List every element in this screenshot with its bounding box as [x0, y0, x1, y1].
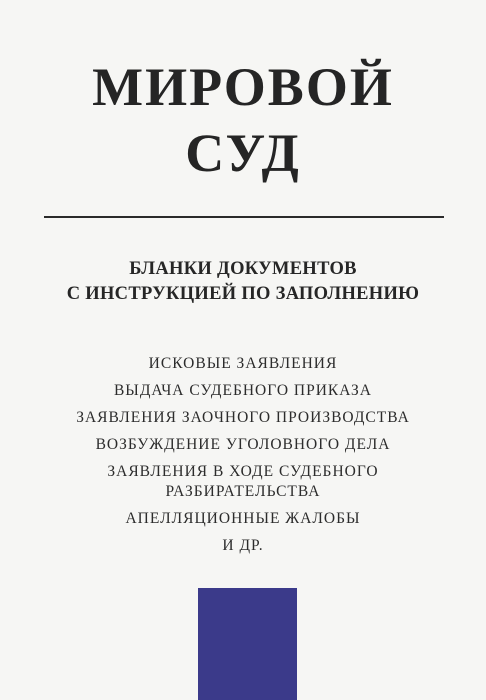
contents-list — [0, 354, 486, 563]
list-item: АПЕЛЛЯЦИОННЫЕ ЖАЛОБЫ — [125, 510, 361, 527]
list-item-line-1: ЗАЯВЛЕНИЯ В ХОДЕ СУДЕБНОГО — [107, 463, 379, 480]
subtitle-line-1: БЛАНКИ ДОКУМЕНТОВ — [129, 259, 357, 279]
color-block — [198, 588, 297, 700]
title-line-2: СУД — [185, 123, 301, 183]
list-item: ВОЗБУЖДЕНИЕ УГОЛОВНОГО ДЕЛА — [95, 436, 391, 453]
list-item-line-2: РАЗБИРАТЕЛЬСТВА — [165, 483, 321, 500]
subtitle-line-2: С ИНСТРУКЦИЕЙ ПО ЗАПОЛНЕНИЮ — [66, 284, 420, 304]
list-item — [0, 462, 486, 502]
list-item: ЗАЯВЛЕНИЯ ЗАОЧНОГО ПРОИЗВОДСТВА — [76, 409, 410, 426]
list-item: ВЫДАЧА СУДЕБНОГО ПРИКАЗА — [113, 382, 373, 399]
divider-rule — [44, 216, 444, 218]
list-item: ИСКОВЫЕ ЗАЯВЛЕНИЯ — [148, 355, 338, 372]
list-item: И ДР. — [222, 537, 264, 554]
title-line-1: МИРОВОЙ — [92, 57, 394, 117]
